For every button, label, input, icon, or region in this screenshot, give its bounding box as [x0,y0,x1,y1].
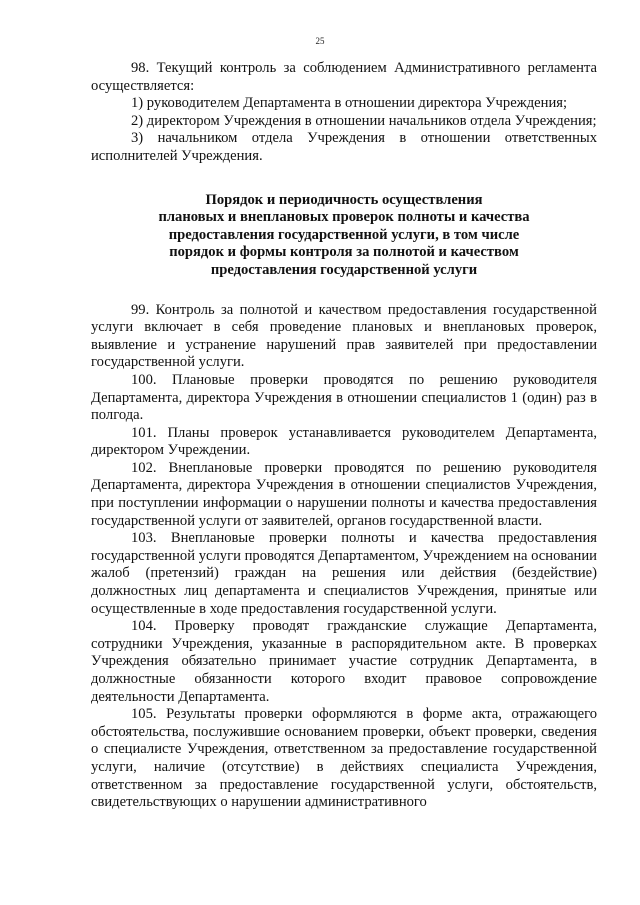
paragraph-105: 105. Результаты проверки оформляются в форме акта, отражающего обстоятельства, послужившие основанием проверки, объект проверки, сведения о специалисте Учреждения, ответственном за предоставление государственной услуги, наличие (отсутствие) в действиях специалиста Учреждения, ответственном за предоставление государственной услуги, обстоятельств, свидетельствующих о нарушении административного [91,706,597,811]
paragraph-103: 103. Внеплановые проверки полноты и качества предоставления государственной услуги проводятся Департаментом, Учреждением на основании жалоб (претензий) граждан на решения или действия (бездействие) должностных лиц департамента и специалистов Учреждения, принятые или осуществленные в ходе предоставления государственной услуги. [91,530,597,617]
paragraph-104: 104. Проверку проводят гражданские служащие Департамента, сотрудники Учреждения, указанные в распорядительном акте. В проверках Учреждения обязательно принимает участие сотрудник Департамента, в должностные обязанности которого входит правовое сопровождение деятельности Департамента. [91,618,597,705]
heading-line: предоставления государственной услуги [210,261,478,278]
heading-line: Порядок и периодичность осуществления [205,191,483,208]
list-item-2: 2) директором Учреждения в отношении начальников отдела Учреждения; [131,112,597,129]
paragraph-98: 98. Текущий контроль за соблюдением Административного регламента осуществляется: [91,60,597,94]
heading-line: предоставления государственной услуги, в том числе [168,226,520,243]
paragraph-101: 101. Планы проверок устанавливается руководителем Департамента, директором Учреждении. [91,424,597,459]
section-heading [91,192,597,280]
page-number: 25 [315,36,325,46]
paragraph-100: 100. Плановые проверки проводятся по решению руководителя Департамента, директора Учреждения в отношении специалистов 1 (один) раз в полгода. [91,371,597,424]
list-item-3: 3) начальником отдела Учреждения в отношении ответственных исполнителей Учреждения. [91,130,597,164]
heading-line: порядок и формы контроля за полнотой и качеством [169,244,519,261]
paragraph-99: 99. Контроль за полнотой и качеством предоставления государственной услуги включает в себя проведение плановых и внеплановых проверок, выявление и устранение нарушений прав заявителей при предоставлении государственной услуги. [91,301,597,371]
list-item-1: 1) руководителем Департамента в отношении директора Учреждения; [131,95,568,112]
paragraph-102: 102. Внеплановые проверки проводятся по решению руководителя Департамента, директора Учреждения в отношении специалистов Учреждения, при поступлении информации о нарушении полноты и качества предоставления государственной услуги от заявителей, органов государственной власти. [91,459,597,529]
document-body [91,60,597,812]
heading-line: плановых и внеплановых проверок полноты и качества [158,209,530,226]
